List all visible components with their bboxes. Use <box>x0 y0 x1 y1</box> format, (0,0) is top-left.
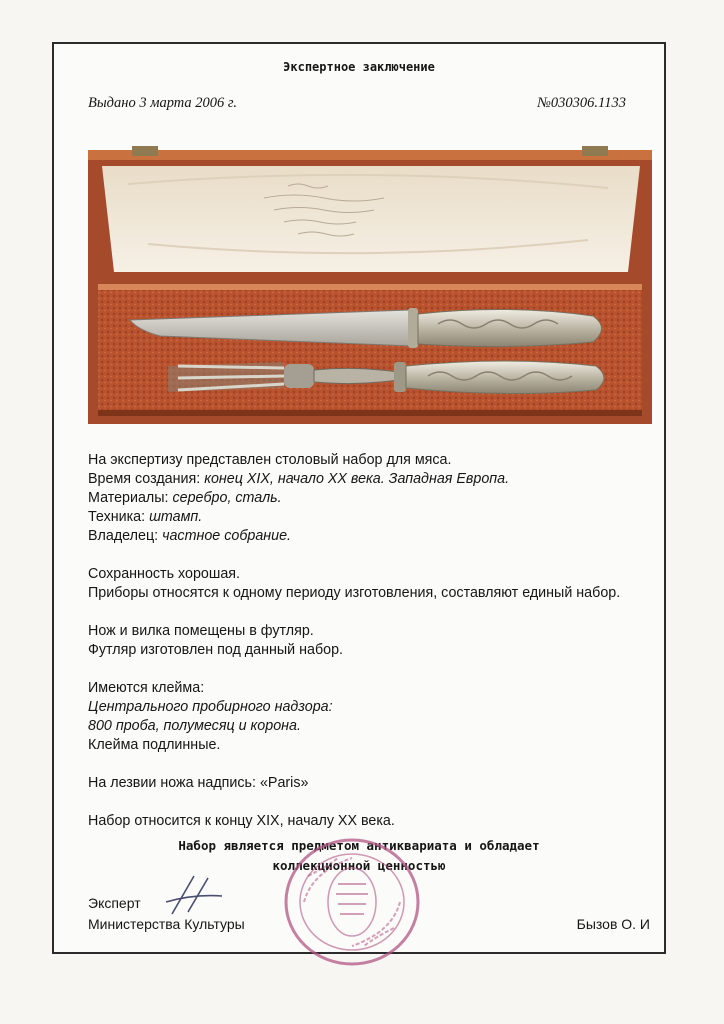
period-label: Время создания: <box>88 471 205 487</box>
marks-detail: 800 проба, полумесяц и корона. <box>88 718 301 734</box>
materials-value: серебро, сталь. <box>172 490 282 506</box>
owner-value: частное собрание. <box>162 528 292 544</box>
expert-name: Бызов О. И <box>576 916 650 932</box>
case-made-line: Футляр изготовлен под данный набор. <box>88 642 344 658</box>
marks-heading: Имеются клейма: <box>88 680 205 696</box>
signature <box>164 872 224 922</box>
certificate-frame <box>52 42 666 954</box>
set-unity-line: Приборы относятся к одному периоду изготовления, составляют единый набор. <box>88 585 621 601</box>
marks-authority: Центрального пробирного надзора: <box>88 699 333 715</box>
description-line: На экспертизу представлен столовый набор для мяса. <box>88 452 452 468</box>
case-line: Нож и вилка помещены в футляр. <box>88 623 314 639</box>
expert-title: Эксперт <box>88 895 141 911</box>
condition-line: Сохранность хорошая. <box>88 566 241 582</box>
materials-line <box>88 489 654 508</box>
expert-ministry: Министерства Культуры <box>88 916 245 932</box>
technique-line <box>88 508 654 527</box>
round-stamp <box>282 836 422 968</box>
conclusion-line-1: Набор является предметом антиквариата и обладает <box>178 838 540 853</box>
description-block <box>88 451 654 831</box>
document-title: Экспертное заключение <box>283 60 435 74</box>
period-line <box>88 470 654 489</box>
document-number: №030306.1133 <box>537 95 626 111</box>
owner-label: Владелец: <box>88 528 163 544</box>
marks-authentic: Клейма подлинные. <box>88 737 221 753</box>
period-value: конец XIX, начало XX века. Западная Европа. <box>204 471 510 487</box>
owner-line <box>88 527 654 546</box>
materials-label: Материалы: <box>88 490 173 506</box>
conclusion-line-2: коллекционной ценностью <box>272 858 446 873</box>
dating-line: Набор относится к концу XIX, началу XX века. <box>88 813 395 829</box>
technique-label: Техника: <box>88 509 150 525</box>
issue-date: Выдано 3 марта 2006 г. <box>88 95 238 111</box>
case-photo <box>88 144 652 426</box>
inscription-line: На лезвии ножа надпись: «Paris» <box>88 775 309 791</box>
technique-value: штамп. <box>149 509 203 525</box>
